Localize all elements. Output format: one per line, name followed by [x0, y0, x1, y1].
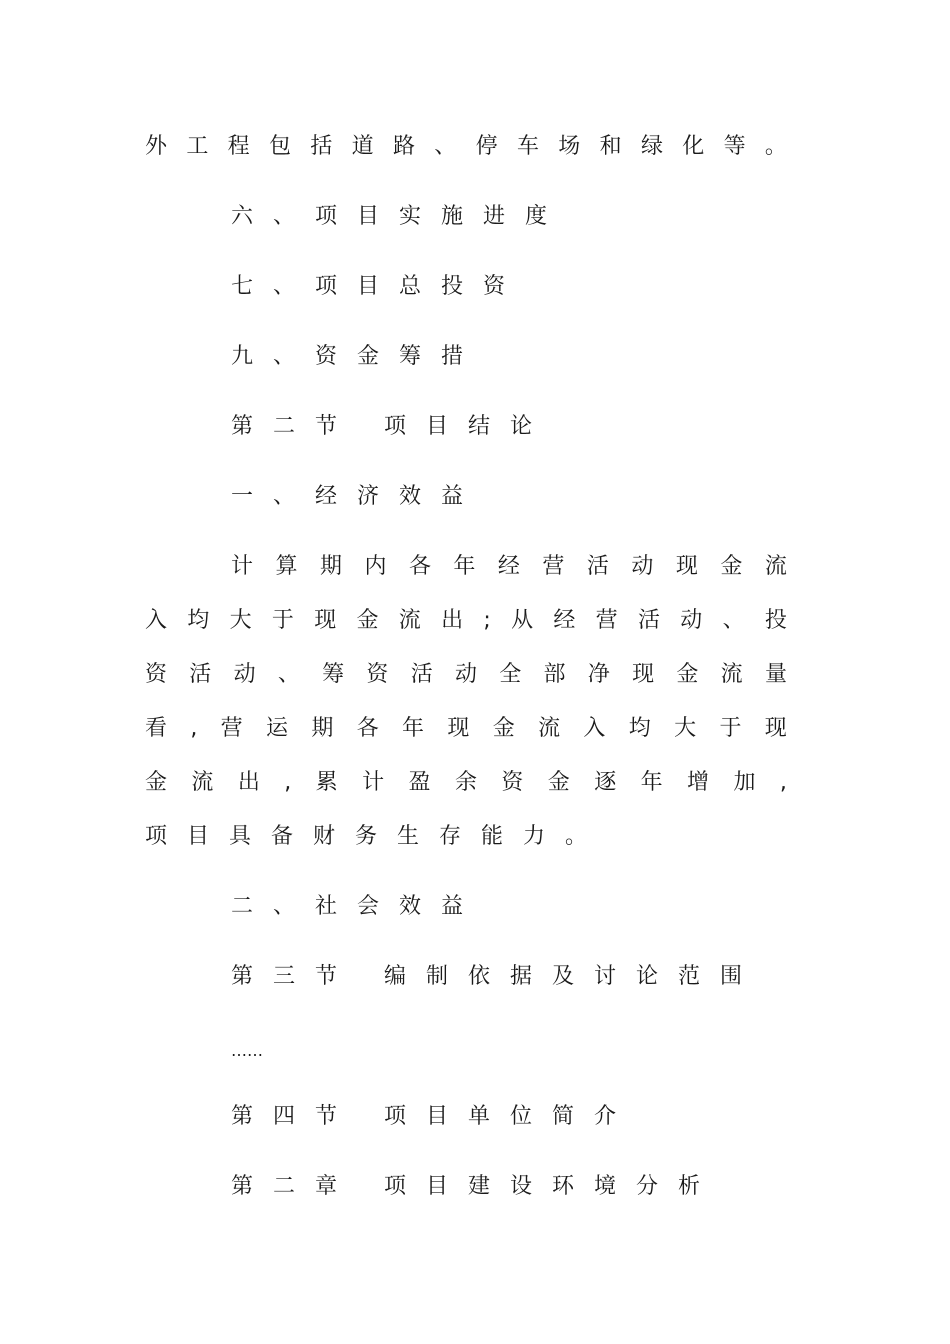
paragraph-line: 入 均 大 于 现 金 流 出 ; 从 经 营 活 动 、 投 — [145, 608, 787, 633]
section-heading: 一、经济效益 — [231, 484, 484, 509]
chapter-heading: 第二章 项目建设环境分析 — [231, 1174, 720, 1199]
paragraph-line: 金 流 出 , 累 计 盈 余 资 金 逐 年 增 加 , — [145, 770, 787, 795]
paragraph-line: 项目具备财务生存能力。 — [145, 824, 608, 849]
section-heading: 九、资金筹措 — [231, 344, 484, 369]
section-heading: 七、项目总投资 — [231, 274, 526, 299]
section-heading: 二、社会效益 — [231, 894, 484, 919]
ellipsis-text: …… — [231, 1041, 263, 1060]
text-line: 外 工 程 包 括 道 路 、 停 车 场 和 绿 化 等 。 — [145, 134, 787, 159]
section-heading: 六、项目实施进度 — [231, 204, 568, 229]
paragraph-line: 看 , 营 运 期 各 年 现 金 流 入 均 大 于 现 — [145, 716, 787, 741]
section-heading: 第二节 项目结论 — [231, 414, 552, 439]
paragraph-line: 计 算 期 内 各 年 经 营 活 动 现 金 流 — [231, 554, 787, 579]
section-heading: 第三节 编制依据及讨论范围 — [231, 964, 762, 989]
paragraph-line: 资 活 动 、 筹 资 活 动 全 部 净 现 金 流 量 — [145, 662, 787, 687]
section-heading: 第四节 项目单位简介 — [231, 1104, 636, 1129]
